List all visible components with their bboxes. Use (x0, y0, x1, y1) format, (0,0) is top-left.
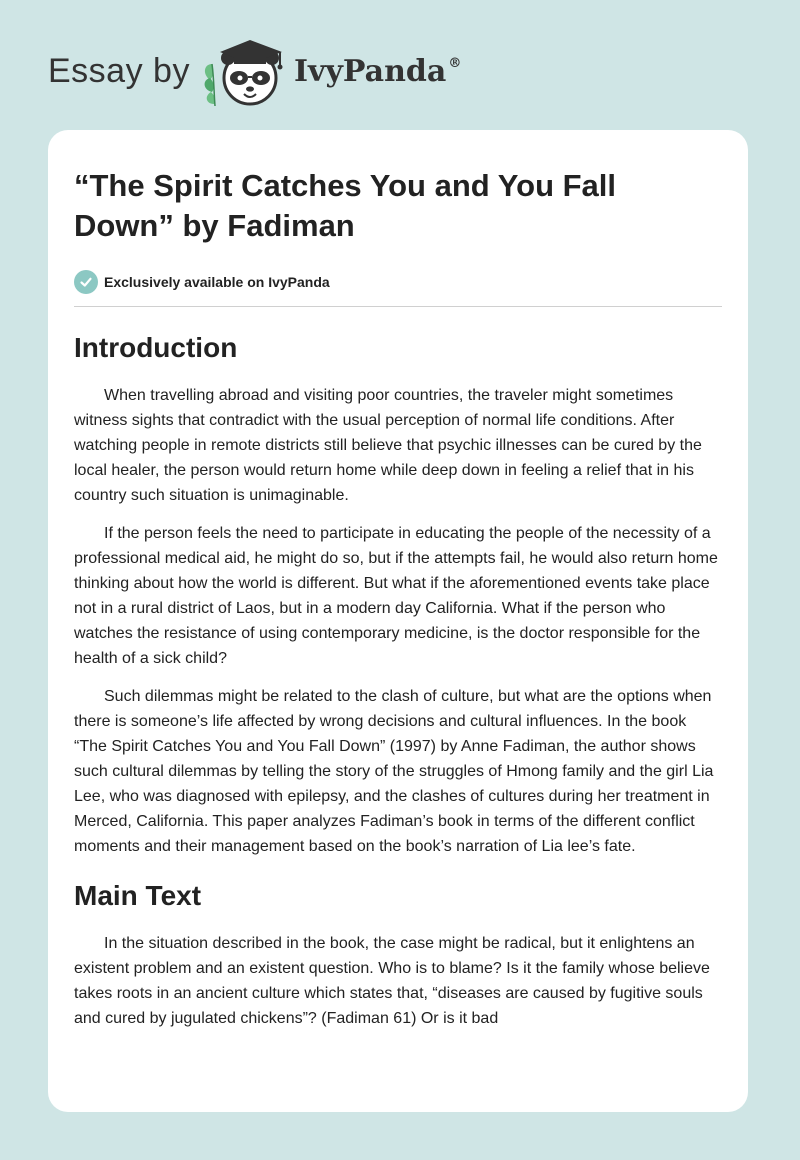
section-heading-main-text: Main Text (74, 880, 202, 911)
badge-text: Exclusively available on IvyPanda (104, 274, 330, 290)
paragraph: In the situation described in the book, the case might be radical, but it enlightens an existent problem and an existent question. Who is to blame? Is it the family whose believe takes roots in an ancient culture which states that, “diseases are caused by fugitive souls and cured by jugulated chickens”? (Fadiman 61) Or is it bad (74, 935, 710, 1027)
paragraph: If the person feels the need to participate in educating the people of the necessity of a professional medical aid, he might do so, but if the attempts fail, he would also return home thinking about how the world is different. But what if the aforementioned events take place not in a rural district of Laos, but in a modern day California. What if the person who watches the resistance of using contemporary medicine, is the doctor responsible for the health of a sick child? (74, 525, 718, 667)
exclusive-badge (74, 268, 722, 296)
panda-graduate-icon[interactable] (200, 34, 288, 115)
page-title: “The Spirit Catches You and You Fall Down” by Fadiman (74, 168, 617, 243)
paragraph: When travelling abroad and visiting poor countries, the traveler might sometimes witness sights that contradict with the usual perception of normal life conditions. After watching people in remote districts still believe that psychic illnesses can be cured by the local healer, the person would return home while deep down in feeling a relief that in his country such situation is unimaginable. (74, 387, 702, 504)
site-header (48, 34, 508, 114)
paragraph: Such dilemmas might be related to the clash of culture, but what are the options when there is someone’s life affected by wrong decisions and cultural influences. In the book “The Spirit Catches You and You Fall Down” (1997) by Anne Fadiman, the author shows such cultural dilemmas by telling the story of the struggles of Hmong family and the girl Lia Lee, who was diagnosed with epilepsy, and the clashes of cultures during her treatment in Merced, California. This paper analyzes Fadiman’s book in terms of the different conflict moments and their management based on the book’s narration of Lia lee’s fate. (74, 688, 714, 855)
brand-prefix: Essay by (48, 52, 190, 90)
check-circle-icon (74, 270, 98, 294)
section-heading-introduction: Introduction (74, 332, 238, 363)
brand-name[interactable]: IvyPanda ® (294, 54, 462, 89)
registered-mark: ® (448, 56, 462, 71)
essay-card (48, 130, 748, 1112)
divider (74, 306, 722, 307)
